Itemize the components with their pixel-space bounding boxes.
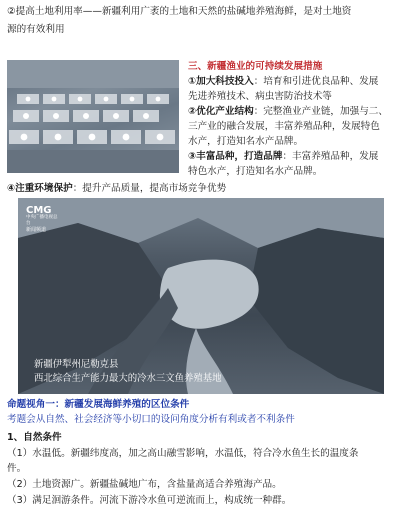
measure-1-line-2: 先进养殖技术、病虫害防治技术等 — [188, 91, 332, 102]
measure-2-line-1 — [188, 104, 388, 119]
cmg-logo-sub: 中央广播电视总台 — [26, 215, 58, 226]
measure-3-text: ：丰富养殖品种，发展 — [282, 151, 379, 162]
photo-caption-line-2: 西北综合生产能力最大的冷水三文鱼养殖基地 — [34, 373, 222, 384]
natural-conditions-heading: 1、自然条件 — [7, 432, 62, 443]
measure-2-line-3: 水产，打造知名水产品牌。 — [188, 136, 304, 147]
cmg-logo-main: CMG — [26, 205, 52, 216]
measure-4-line — [7, 181, 226, 196]
measure-1-line-1 — [188, 74, 378, 89]
measure-2-line-2: 三产业的融合发展，丰富养殖品种，发展特色 — [188, 121, 380, 132]
measure-3-label: ③丰富品种，打造品牌 — [188, 151, 283, 162]
measure-2-label: ②优化产业结构 — [188, 106, 254, 117]
condition-1-line-2: 件。 — [7, 463, 27, 474]
intro-line-2: 源的有效利用 — [7, 24, 65, 35]
question-hint: 考题会从自然、社会经济等小切口的设问角度分析有利或者不利条件 — [7, 414, 295, 425]
condition-1-line-1: （1）水温低。新疆纬度高，加之高山融雪影响，水温低，符合冷水鱼生长的温度条 — [7, 448, 359, 459]
saltwater-farm-photo — [7, 60, 179, 173]
intro-line-1: ②提高土地利用率——新疆利用广袤的土地和天然的盐碱地养殖海鲜，是对土地资 — [7, 6, 352, 17]
measure-3-line-1 — [188, 149, 378, 164]
cmg-logo — [26, 205, 60, 233]
measure-3-line-2: 特色水产，打造知名水产品牌。 — [188, 166, 323, 177]
condition-3: （3）满足洄游条件。河流下游冷水鱼可逆流而上，构成统一种群。 — [7, 495, 292, 506]
condition-2: （2）土地资源广。新疆盐碱地广布，含盐量高适合养殖海产品。 — [7, 479, 282, 490]
photo-caption-line-1: 新疆伊犁州尼勒克县 — [34, 359, 119, 370]
measure-4-text: ：提升产品质量，提高市场竞争优势 — [72, 183, 227, 194]
measure-1-label: ①加大科技投入 — [188, 76, 254, 87]
measure-1-text: ：培育和引进优良品种、发展 — [253, 76, 379, 87]
question-title: 命题视角一：新疆发展海鲜养殖的区位条件 — [7, 399, 190, 410]
section-3-heading: 三、新疆渔业的可持续发展措施 — [188, 61, 323, 72]
measure-4-label: ④注重环境保护 — [7, 183, 73, 194]
cmg-logo-sub2: 新闻频道 — [26, 227, 47, 233]
saltwater-farm-illustration — [7, 60, 179, 173]
measure-2-text: ：完整渔业产业链，加强与二、 — [253, 106, 388, 117]
